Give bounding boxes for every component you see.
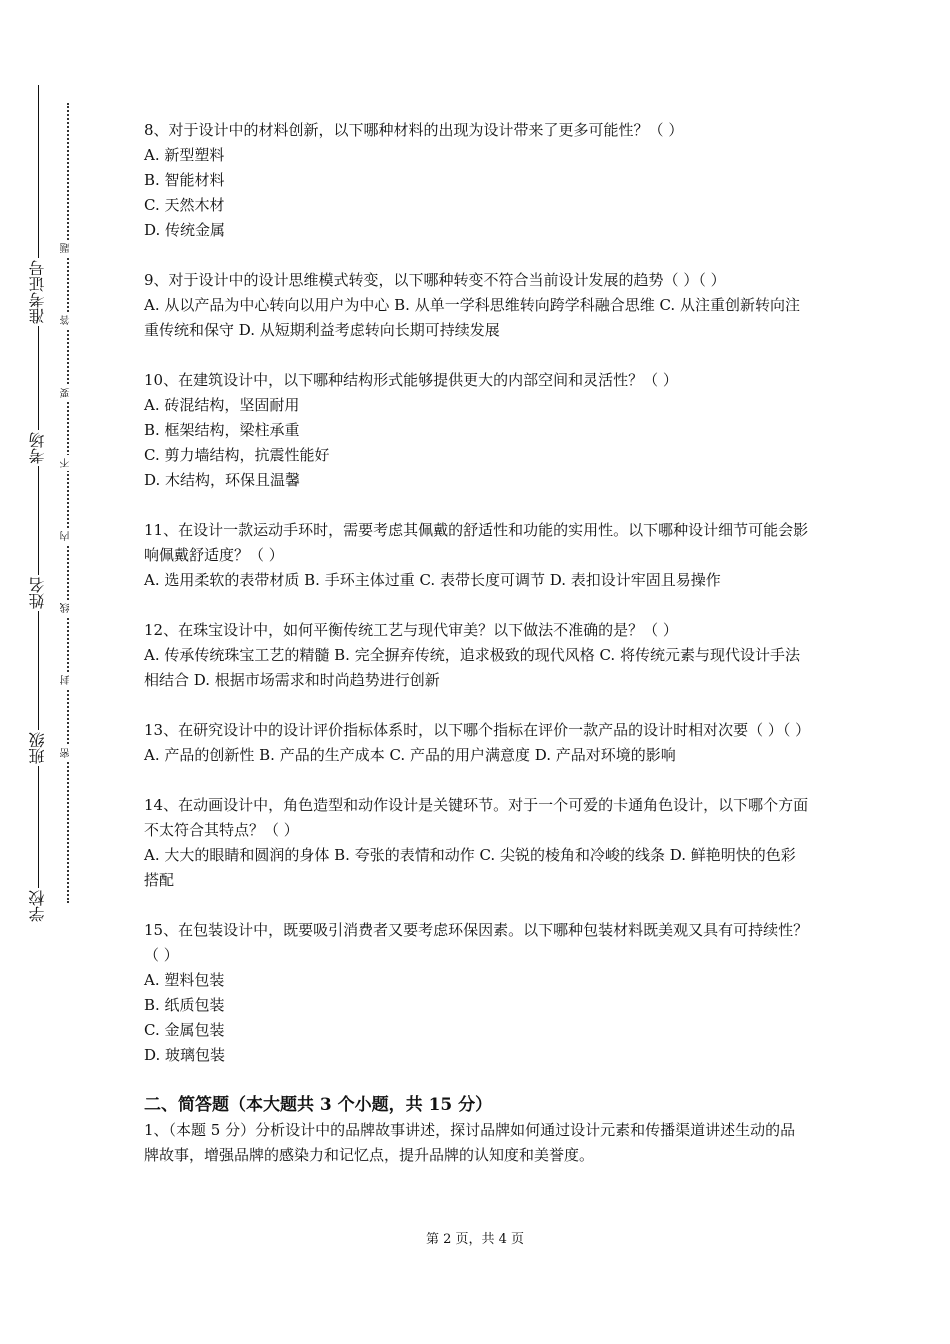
binding-solid-line — [38, 85, 39, 923]
question-stem: 14、在动画设计中，角色造型和动作设计是关键环节。对于一个可爱的卡通角色设计，以下哪个方面不太符合其特点？（ ） — [144, 796, 809, 839]
exam-content — [144, 118, 810, 1168]
seal-char: 题 — [60, 240, 74, 256]
option: A. 塑料包装 — [144, 971, 225, 989]
seal-char: 封 — [60, 672, 74, 688]
question-9 — [144, 268, 810, 343]
label-class: 班级 — [28, 732, 47, 764]
label-school: 学校 — [28, 890, 47, 922]
question-15 — [144, 918, 810, 1068]
seal-char: 要 — [60, 385, 74, 401]
option: A. 砖混结构，坚固耐用 — [144, 396, 300, 414]
section-title: 二、简答题（本大题共 3 个小题，共 15 分） — [144, 1095, 493, 1115]
option: A. 新型塑料 — [144, 146, 225, 164]
option: D. 木结构，环保且温馨 — [144, 471, 301, 489]
seal-char: 内 — [60, 528, 74, 544]
section-short-answer — [144, 1093, 810, 1168]
seal-char: 不 — [60, 455, 74, 471]
option: A. 从以产品为中心转向以用户为中心 B. 从单一学科思维转向跨学科融合思维 C. 从注重创新转向注重传统和保守 D. 从短期利益考虑转向长期可持续发展 — [144, 296, 800, 339]
option: B. 智能材料 — [144, 171, 225, 189]
question-12 — [144, 618, 810, 693]
option: A. 选用柔软的表带材质 B. 手环主体过重 C. 表带长度可调节 D. 表扣设计牢固且易操作 — [144, 571, 721, 589]
short-answer-question-1: 1、（本题 5 分）分析设计中的品牌故事讲述，探讨品牌如何通过设计元素和传播渠道讲述生动的品牌故事，增强品牌的感染力和记忆点，提升品牌的认知度和美誉度。 — [144, 1121, 796, 1164]
option: C. 剪力墙结构，抗震性能好 — [144, 446, 330, 464]
seal-char: 密 — [60, 745, 74, 761]
question-11 — [144, 518, 810, 593]
option: C. 金属包装 — [144, 1021, 225, 1039]
option: A. 大大的眼睛和圆润的身体 B. 夸张的表情和动作 C. 尖锐的棱角和冷峻的线条 D. 鲜艳明快的色彩搭配 — [144, 846, 796, 889]
option: A. 产品的创新性 B. 产品的生产成本 C. 产品的用户满意度 D. 产品对环境的影响 — [144, 746, 676, 764]
label-name: 姓名 — [28, 577, 47, 609]
label-exam-room: 考场 — [28, 432, 47, 464]
binding-margin — [0, 0, 110, 1344]
question-10 — [144, 368, 810, 493]
question-14 — [144, 793, 810, 893]
question-stem: 12、在珠宝设计中，如何平衡传统工艺与现代审美？以下做法不准确的是？（ ） — [144, 621, 678, 639]
binding-dotted-line — [67, 103, 69, 903]
option: B. 框架结构，梁柱承重 — [144, 421, 300, 439]
label-exam-number: 准考证号 — [28, 260, 47, 324]
page-footer: 第 2 页，共 4 页 — [425, 1232, 525, 1247]
question-stem: 15、在包装设计中，既要吸引消费者又要考虑环保因素。以下哪种包装材料既美观又具有可持续性？（ ） — [144, 921, 809, 964]
question-stem: 13、在研究设计中的设计评价指标体系时，以下哪个指标在评价一款产品的设计时相对次要（ ）（ ） — [144, 721, 811, 739]
seal-char: 答 — [60, 312, 74, 328]
option: D. 玻璃包装 — [144, 1046, 226, 1064]
question-13 — [144, 718, 810, 768]
question-8 — [144, 118, 810, 243]
option: D. 传统金属 — [144, 221, 226, 239]
question-stem: 10、在建筑设计中，以下哪种结构形式能够提供更大的内部空间和灵活性？（ ） — [144, 371, 678, 389]
question-stem: 9、对于设计中的设计思维模式转变，以下哪种转变不符合当前设计发展的趋势（ ）（ ） — [144, 271, 726, 289]
option: B. 纸质包装 — [144, 996, 225, 1014]
option: A. 传承传统珠宝工艺的精髓 B. 完全摒弃传统，追求极致的现代风格 C. 将传统元素与现代设计手法相结合 D. 根据市场需求和时尚趋势进行创新 — [144, 646, 800, 689]
question-stem: 8、对于设计中的材料创新，以下哪种材料的出现为设计带来了更多可能性？（ ） — [144, 121, 684, 139]
question-stem: 11、在设计一款运动手环时，需要考虑其佩戴的舒适性和功能的实用性。以下哪种设计细节可能会影响佩戴舒适度？（ ） — [144, 521, 809, 564]
option: C. 天然木材 — [144, 196, 225, 214]
seal-char: 线 — [60, 600, 74, 616]
